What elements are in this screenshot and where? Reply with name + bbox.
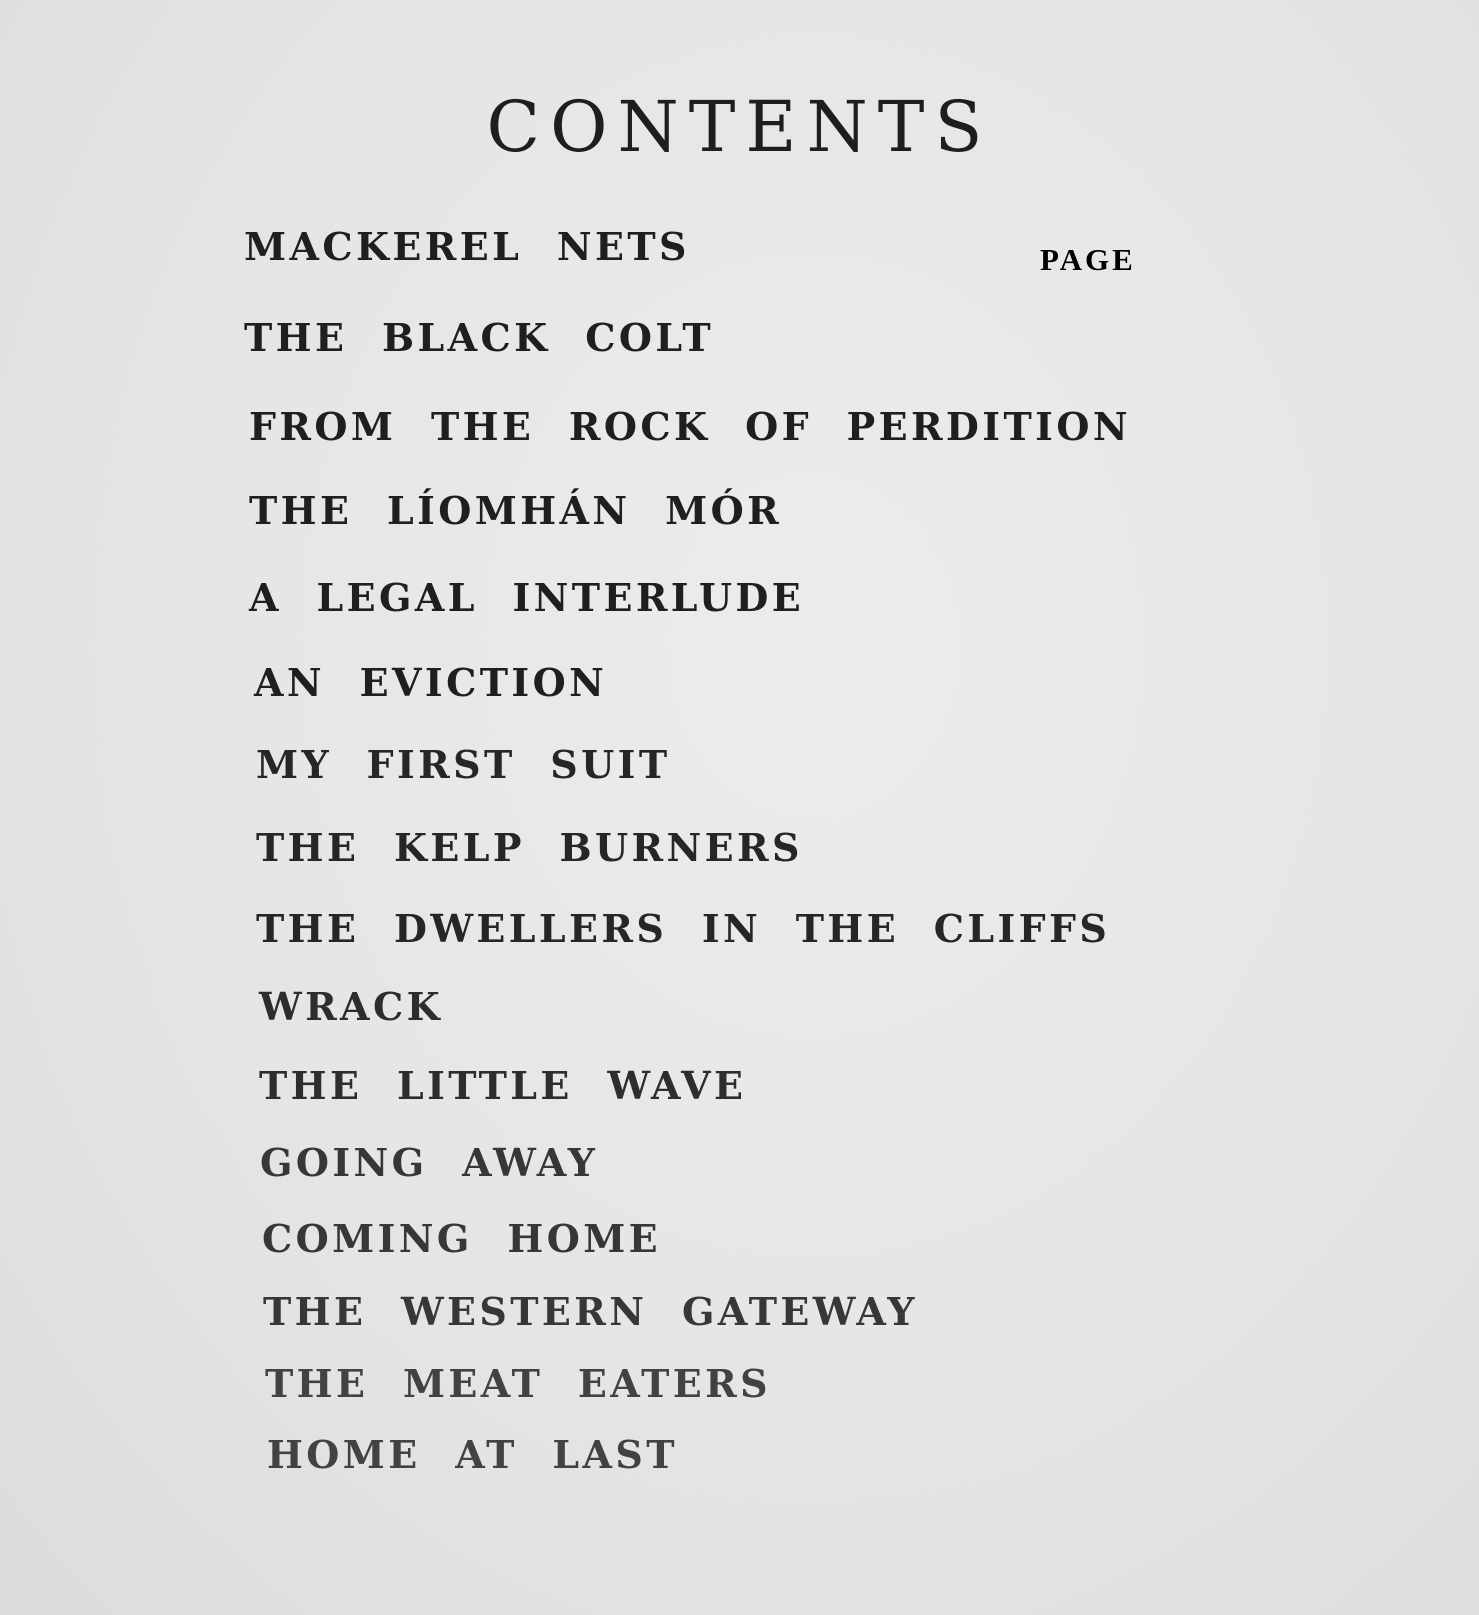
chapter-title: GOING AWAY <box>260 1140 599 1185</box>
page-column-label: PAGE <box>1040 242 1136 277</box>
chapter-title: MACKEREL NETS <box>244 224 690 269</box>
chapter-title: WRACK <box>259 984 444 1029</box>
chapter-title: THE KELP BURNERS <box>256 825 803 870</box>
page-title: CONTENTS <box>486 86 993 168</box>
chapter-title: MY FIRST SUIT <box>256 742 671 787</box>
chapter-title: THE WESTERN GATEWAY <box>263 1289 918 1334</box>
chapter-title: THE LÍOMHÁN MÓR <box>249 488 783 533</box>
chapter-title: A LEGAL INTERLUDE <box>249 575 805 620</box>
chapter-title: THE MEAT EATERS <box>265 1361 771 1406</box>
chapter-title: COMING HOME <box>262 1216 662 1261</box>
chapter-title: FROM THE ROCK OF PERDITION <box>249 404 1131 449</box>
chapter-title: THE BLACK COLT <box>244 315 715 360</box>
chapter-title: AN EVICTION <box>254 660 608 705</box>
chapter-title: HOME AT LAST <box>267 1432 678 1477</box>
chapter-title: THE LITTLE WAVE <box>259 1063 747 1108</box>
chapter-title: THE DWELLERS IN THE CLIFFS <box>256 906 1111 951</box>
